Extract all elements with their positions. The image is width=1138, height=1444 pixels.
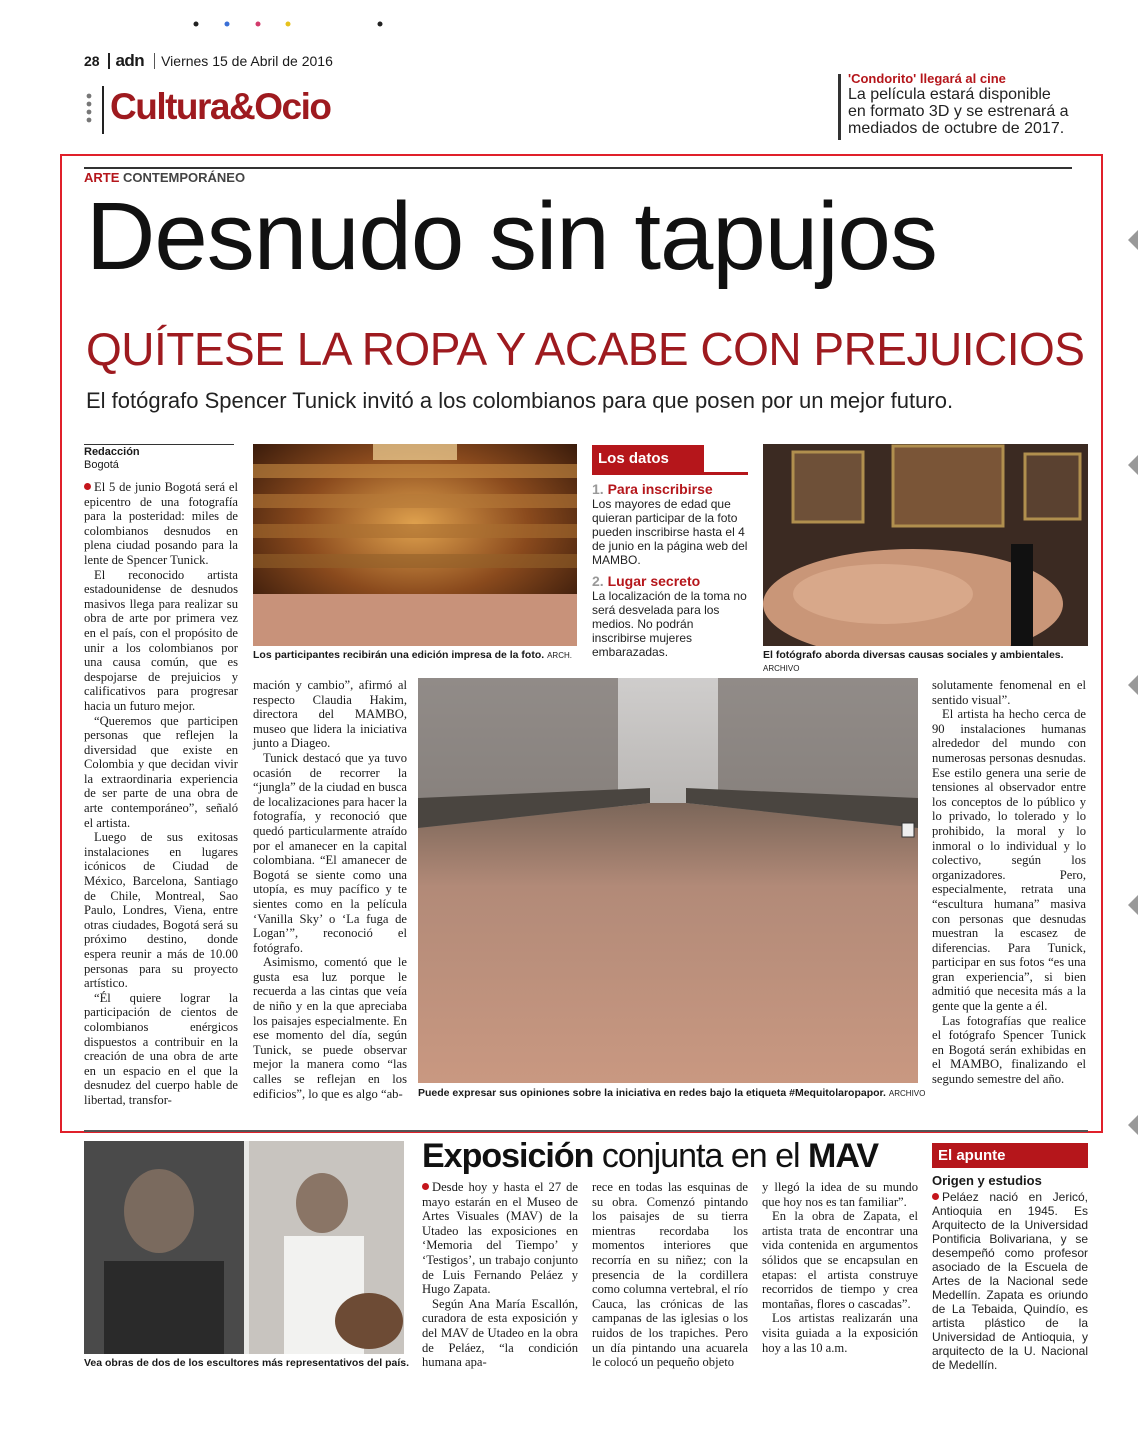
article-column-3: solutamente fenomenal en el sentido visual”. El artista ha hecho cerca de 90 instalaciones humanas alrededor del mundo con numerosas personas desnudas. Ese estilo genera una serie de tensiones al observador entre los conceptos de lo público y lo privado, lo tolerado y lo prohibido, la moral y lo inmoral o lo individual y lo colectivo, según los organizadores. Pero, especialmente, retrata una “escultura humana” masiva con personas que desnudas muestran la escasez de diferencias. Para Tunick, participar en sus fotos “es una gran experiencia”, si bien admitió que necesita más a la gente que la gente a él. Las fotografías que realice el fotógrafo Spencer Tunick en Bogotá serán exhibidas en el MAMBO, finalizando el segundo semestre del año. [932,678,1086,1087]
teaser [848,71,1073,137]
photo-sculptors-caption: Vea obras de dos de los escultores más representativos del país. [84,1357,410,1369]
teaser-text: La película estará disponible en formato 3D y se estrenará a mediados de octubre de 2017. [848,86,1069,137]
registration-marks [190,16,390,26]
apunte-title: El apunte [932,1143,1088,1168]
byline-name: Redacción [84,446,140,458]
article-column-1: El 5 de junio Bogotá será el epicentro de una fotografía para la posteridad: miles de colombianos desnudos en plena ciudad posando para la lente de Spencer Tunick. El reconocido artista estadounidense de desnudos masivos llega para realizar su obra de arte por primera vez en el país, con el propósito de unir a los colombianos por una causa común, que es despojarse de prejuicios y calificativos para progresar hacia un futuro mejor. “Queremos que participen personas que reflejen la diversidad que existe en Colombia y que decidan vivir la extraordinaria experiencia de ser parte de una obra de arte contemporáneo”, señaló el artista. Luego de sus exitosas instalaciones en lugares icónicos de Ciudad de México, Barcelona, Santiago de Chile, Montreal, Sao Paulo, Londres, Viena, entre otras ciudades, Bogotá será su próximo destino, donde espera reunir a más de 10.00 personas para su proyecto artístico. “Él quiere lograr la participación de cientos de colombianos enérgicos dispuestos a contribuir en la creación de una obra de arte en un espacio en el que la desnudez del cuerpo hable de libertad, transfor- [84,480,238,1107]
byline-place: Bogotá [84,459,119,471]
edge-marks [1124,230,1138,1330]
section-divider [102,86,104,134]
section-title: Cultura&Ocio [110,86,331,127]
exposicion-column-2: rece en todas las esquinas de su obra. Comenzó pintando los paisajes de su tierra mientras recordaba los momentos interiores que recorría en su niñez; con la presencia de la cordillera como columna vertebral, el río Cauca, las crónicas de las campanas de las iglesias o los ruidos de los trapiches. Pero un día pintando una acuarela le colocó un pequeño objeto [592,1180,748,1370]
datos-title: Los datos [592,445,704,472]
byline [84,444,234,472]
page-header [84,51,333,69]
datos-box [592,445,748,659]
photo-theatre-caption: Los participantes recibirán una edición impresa de la foto. ARCH. [253,649,572,661]
section-divider-line [84,1130,1088,1132]
bullet-icon [422,1183,429,1190]
exposicion-headline: Exposición conjunta en el MAV [422,1137,879,1175]
datos-item-2: 2. Lugar secreto La localización de la toma no será desvelada para los medios. No podrán inscribirse mujeres embarazadas. [592,573,747,659]
datos-item-1: 1. Para inscribirse Los mayores de edad que quieran participar de la foto pueden inscribirse hasta el 4 de junio en la página web del MAMBO. [592,481,748,567]
exposicion-column-3: y llegó la idea de su mundo que hoy nos es tan familiar”. En la obra de Zapata, el artista trata de encontrar una vida contenida en argumentos sólidos que se encapsulan en etapas: el artista construye recorridos de tiempo y crea montañas, flores o cascadas”. Los artistas realizarán una visita guiada a la exposición hoy a las 10 a.m. [762,1180,918,1355]
article-kicker: ARTE CONTEMPORÁNEO [84,167,1072,185]
apunte-box [932,1143,1088,1372]
apunte-text: Peláez nació en Jericó, Antioquia en 1945. Es Arquitecto de la Universidad Pontificia Bolivariana, y se desempeñó como profesor asociado de la Escuela de Artes de la Nacional sede Medellín. Zapata es oriundo de La Tebaida, Quindío, es artista plástico de la Universidad de Antioquia, y arquitecto de la U. Nacional de Medellín. [932,1190,1088,1372]
teaser-title: 'Condorito' llegará al cine [848,71,1006,86]
teaser-bar [838,74,841,140]
photo-museum [763,444,1088,646]
article-column-2: mación y cambio”, afirmó al respecto Claudia Hakim, directora del MAMBO, museo que lidera la iniciativa junto a Diageo. Tunick destacó que ya tuvo ocasión de recorrer la “jungla” de la ciudad en busca de localizaciones para hacer la fotografía, y reconoció que quedó particularmente atraído por el amanecer en la capital colombiana. “El amanecer de Bogotá se siente como una utopía, es muy pacífico y te sientes como en la película ‘Vanilla Sky’ o ‘La fuga de Logan’”, reconoció el fotógrafo. Asimismo, comentó que le gusta esa luz porque le recuerda a las cintas que veía de niño y en la que apreciaba los paisajes especialmente. En ese momento del día, según Tunick, se puede observar mejor la manera como “las calles se reflejan en los edificios”, lo que es algo “ab- [253,678,407,1101]
photo-museum-caption: El fotógrafo aborda diversas causas sociales y ambientales. ARCHIVO [763,649,1064,673]
article-headline: Desnudo sin tapujos [86,183,937,290]
photo-theatre [253,444,577,646]
photo-avenue [418,678,918,1083]
section-dots-icon [86,92,92,132]
apunte-subtitle: Origen y estudios [932,1173,1042,1188]
bullet-icon [84,483,91,490]
brand-logo: adn [115,51,145,70]
bullet-icon [932,1193,939,1200]
photo-avenue-caption: Puede expresar sus opiniones sobre la iniciativa en redes bajo la etiqueta #Mequitolaropapor. ARCHIVO [418,1087,926,1099]
page-number: 28 [84,53,100,69]
photo-sculptors [84,1141,404,1354]
article-deck: El fotógrafo Spencer Tunick invitó a los colombianos para que posen por un mejor futuro. [86,388,954,413]
article-subhead: QUÍTESE LA ROPA Y ACABE CON PREJUICIOS [86,323,1085,375]
issue-date: Viernes 15 de Abril de 2016 [161,53,333,69]
exposicion-column-1: Desde hoy y hasta el 27 de mayo estarán en el Museo de Artes Visuales (MAV) de la Utadeo las exposiciones en ‘Memoria del Tiempo’ y ‘Testigos’, un trabajo conjunto de Luis Fernando Peláez y Hugo Zapata. Según Ana María Escallón, curadora de esta exposición y del MAV de Utadeo en la obra de Peláez, “la condición humana apa- [422,1180,578,1370]
